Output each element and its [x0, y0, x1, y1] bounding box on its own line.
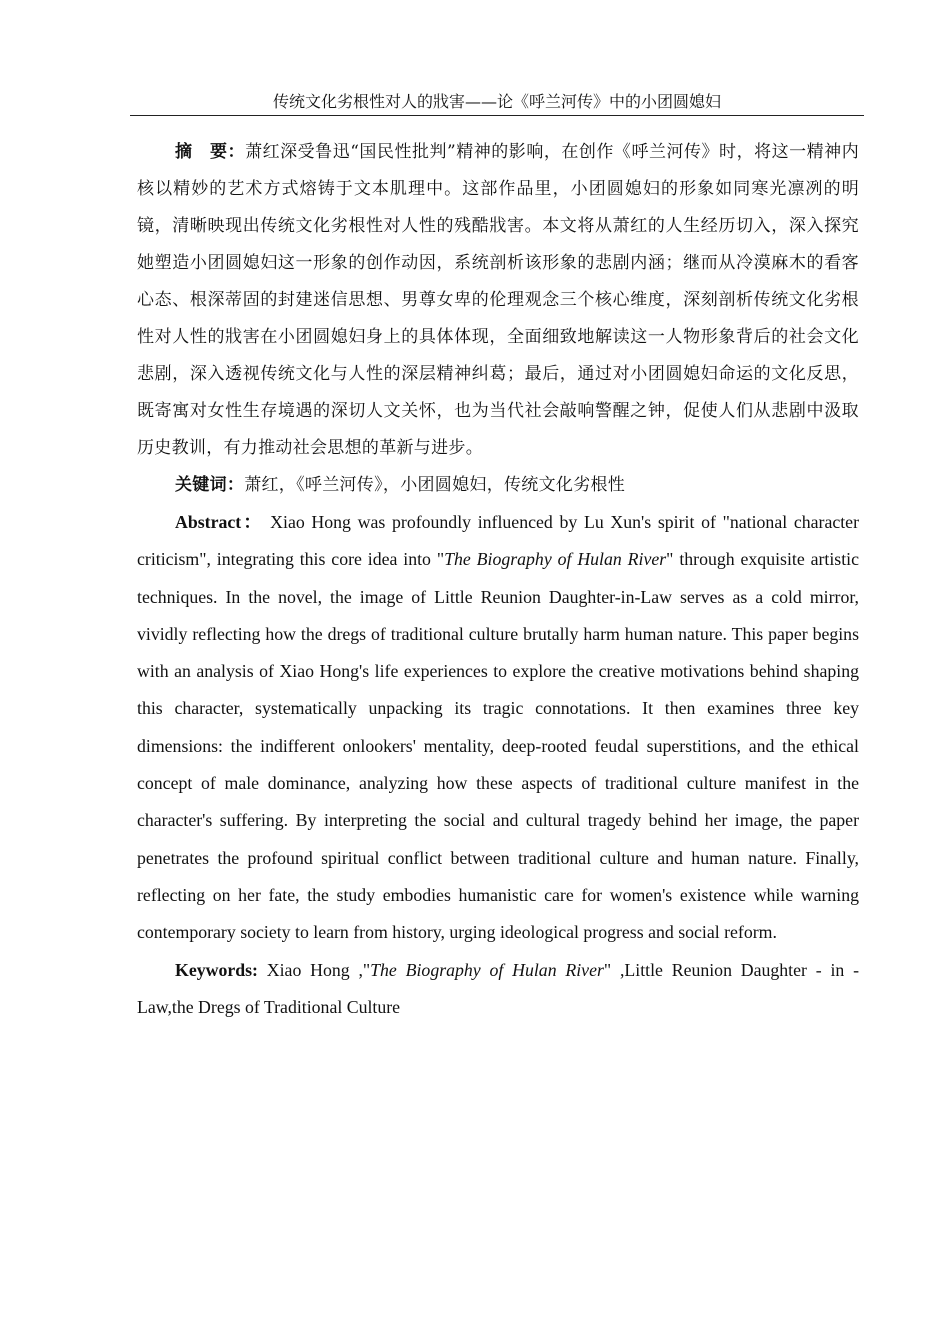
english-keywords-text-before: Xiao Hong ,": [257, 959, 371, 980]
english-abstract: [137, 504, 859, 952]
chinese-abstract-text: 萧红深受鲁迅“国民性批判”精神的影响，在创作《呼兰河传》时，将这一精神内核以精妙的艺术方式熔铸于文本肌理中。这部作品里，小团圆媳妇的形象如同寒光凛冽的明镜，清晰映现出传统文化劣根性对人性的残酷戕害。本文将从萧红的人生经历切入，深入探究她塑造小团圆媳妇这一形象的创作动因，系统剖析该形象的悲剧内涵；继而从冷漠麻木的看客心态、根深蒂固的封建迷信思想、男尊女卑的伦理观念三个核心维度，深刻剖析传统文化劣根性对人性的戕害在小团圆媳妇身上的具体体现，全面细致地解读这一人物形象背后的社会文化悲剧，深入透视传统文化与人性的深层精神纠葛；最后，通过对小团圆媳妇命运的文化反思，既寄寓对女性生存境遇的深切人文关怀，也为当代社会敲响警醒之钟，促使人们从悲剧中汲取历史教训，有力推动社会思想的革新与进步。: [137, 142, 859, 458]
english-keywords-label: Keywords:: [175, 959, 258, 980]
english-keywords: [137, 952, 859, 1027]
english-abstract-book-title: The Biography of Hulan River: [444, 549, 667, 570]
english-abstract-label: Abstract：: [175, 512, 264, 532]
chinese-abstract: [137, 134, 859, 467]
chinese-abstract-label: 摘 要：: [175, 142, 246, 162]
english-keywords-text-after: " ,Little Reunion Daughter - in - Law,the Dregs of Traditional Culture: [137, 959, 859, 1017]
english-abstract-text-before: Xiao Hong was profoundly influenced by Lu Xun's spirit of "national character criticism", integrating this core idea into ": [137, 512, 859, 570]
abstract-page: [137, 134, 859, 1026]
english-keywords-book-title: The Biography of Hulan River: [370, 959, 604, 980]
running-header-title: 传统文化劣根性对人的戕害——论《呼兰河传》中的小团圆媳妇: [272, 92, 721, 111]
english-abstract-text-after: " through exquisite artistic techniques. In the novel, the image of Little Reunion Daughter-in-Law serves as a cold mirror, vividly reflecting how the dregs of traditional culture brutally harm human nature. This paper begins with an analysis of Xiao Hong's life experiences to explore the creative motivations behind shaping this character, systematically unpacking its tragic connotations. It then examines three key dimensions: the indifferent onlookers' mentality, deep-rooted feudal superstitions, and the ethical concept of male dominance, analyzing how these aspects of traditional culture manifest in the character's suffering. By interpreting the social and cultural tragedy behind her image, the paper penetrates the profound spiritual conflict between traditional culture and human nature. Finally, reflecting on her fate, the study embodies humanistic care for women's existence while warning contemporary society to learn from history, urging ideological progress and social reform.: [137, 549, 859, 943]
chinese-keywords: [137, 467, 859, 504]
chinese-keywords-text: 萧红，《呼兰河传》，小团圆媳妇，传统文化劣根性: [244, 475, 626, 495]
running-header: [130, 90, 864, 116]
chinese-keywords-label: 关键词：: [175, 475, 245, 495]
